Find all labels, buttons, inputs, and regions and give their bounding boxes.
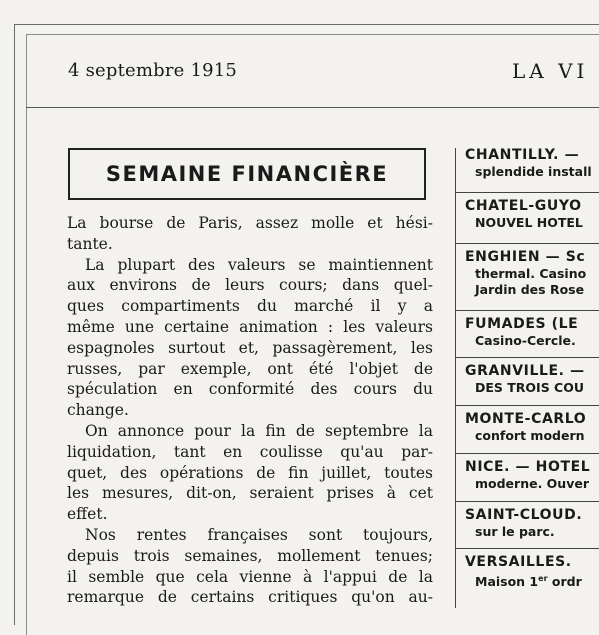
ad-description: Casino-Cercle. — [475, 333, 576, 348]
ad-description: sur le parc. — [475, 524, 555, 539]
ad-listing — [456, 193, 599, 244]
header-rule — [26, 107, 599, 108]
ad-name: NICE. — HOTEL — [465, 459, 591, 475]
ad-description: Jardin des Rose — [475, 282, 585, 297]
ad-description: confort modern — [475, 428, 585, 443]
article-line: ques compartiments du marché il y a — [67, 297, 433, 316]
ad-description-superscript: er — [538, 574, 548, 583]
ad-listing — [456, 244, 599, 311]
article-title: SEMAINE FINANCIÈRE — [68, 148, 426, 200]
article-line: remarque de certains critiques qu'on au- — [67, 588, 433, 607]
article-line: liquidation, tant en coulisse qu'au par- — [67, 442, 433, 461]
article-line: quet, des opérations de fin juillet, toutes — [67, 463, 433, 482]
ad-description-text: Maison 1 — [475, 574, 539, 590]
article-line: effet. — [67, 505, 108, 524]
ad-name: CHANTILLY. — — [465, 147, 580, 163]
ad-name: ENGHIEN — Sc — [465, 249, 586, 265]
article-line: les mesures, dit-on, seraient prises à cet — [67, 484, 433, 503]
article-line: depuis trois semaines, mollement tenues; — [67, 546, 433, 565]
article-line: Nos rentes françaises sont toujours, — [85, 525, 433, 544]
masthead-title: LA VI — [512, 59, 589, 83]
article-line: espagnoles surtout et, passagèrement, les — [67, 338, 433, 357]
ad-description: thermal. Casino — [475, 266, 587, 281]
article-body — [67, 213, 433, 608]
ad-name: CHATEL-GUYO — [465, 198, 582, 214]
ad-name: GRANVILLE. — — [465, 363, 585, 379]
ad-listing — [456, 146, 599, 193]
ad-listing — [456, 311, 599, 358]
ad-listing — [456, 549, 599, 593]
ad-listing — [456, 406, 599, 454]
ad-description — [465, 571, 599, 590]
ad-description: splendide install — [475, 164, 592, 179]
ad-listing — [456, 454, 599, 502]
ad-description: DES TROIS COU — [475, 380, 585, 395]
article-line: change. — [67, 401, 129, 420]
ad-name: MONTE-CARLO — [465, 411, 587, 427]
ad-listing — [456, 358, 599, 406]
article-line: La plupart des valeurs se maintiennent — [85, 255, 433, 274]
ad-listing — [456, 502, 599, 549]
ad-description: moderne. Ouver — [475, 476, 589, 491]
advertisement-column — [456, 146, 599, 593]
ad-name: FUMADES (LE — [465, 316, 579, 332]
ad-name: SAINT-CLOUD. — [465, 507, 583, 523]
article-line: il semble que cela vienne à l'appui de la — [67, 567, 433, 586]
article-line: tante. — [67, 234, 113, 253]
ad-name: VERSAILLES. — [465, 554, 572, 570]
article-line: aux environs de leurs cours; dans quel- — [67, 276, 433, 295]
article-line: spéculation en conformité des cours du — [67, 380, 433, 399]
ad-description-text: ordr — [547, 574, 582, 590]
article-line: La bourse de Paris, assez molle et hési- — [67, 214, 433, 232]
article-line: russes, par exemple, ont été l'objet de — [67, 359, 433, 378]
article-line: On annonce pour la fin de septembre la — [85, 421, 433, 440]
ad-description: NOUVEL HOTEL — [475, 215, 583, 230]
issue-date: 4 septembre 1915 — [68, 60, 238, 81]
article-line: même une certaine animation : les valeurs — [67, 317, 433, 336]
